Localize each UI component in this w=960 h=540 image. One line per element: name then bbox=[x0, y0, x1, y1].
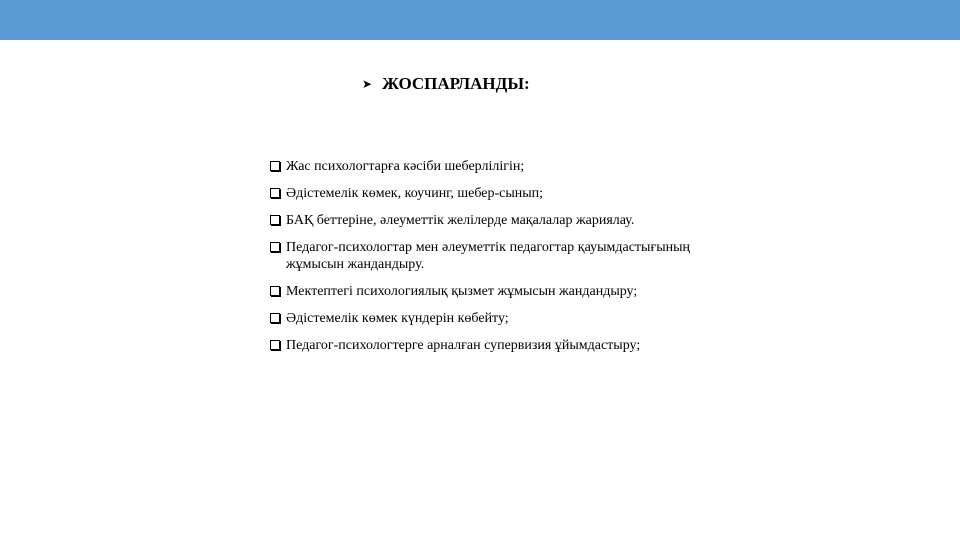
checkbox-bullet-icon bbox=[270, 340, 280, 350]
checkbox-bullet-icon bbox=[270, 188, 280, 198]
list-item-text: Мектептегі психологиялық қызмет жұмысын жандандыру; bbox=[286, 284, 638, 299]
slide-heading bbox=[362, 74, 530, 94]
arrow-bullet-icon: ➤ bbox=[362, 76, 373, 91]
list-item-text: Әдістемелік көмек, коучинг, шебер-сынып; bbox=[286, 186, 544, 201]
header-bar bbox=[0, 0, 960, 40]
checkbox-bullet-icon bbox=[270, 215, 280, 225]
checkbox-bullet-icon bbox=[270, 242, 280, 252]
list-item-text: БАҚ беттеріне, әлеуметтік желілерде мақалалар жариялау. bbox=[286, 213, 635, 228]
checkbox-bullet-icon bbox=[270, 161, 280, 171]
heading-text: ЖОСПАРЛАНДЫ: bbox=[382, 74, 530, 93]
list-item-text: Әдістемелік көмек күндерін көбейту; bbox=[286, 311, 509, 326]
list-item bbox=[270, 239, 690, 273]
plan-list bbox=[270, 158, 690, 364]
list-item-text: Жас психологтарға кәсіби шеберлілігін; bbox=[286, 159, 525, 174]
checkbox-bullet-icon bbox=[270, 286, 280, 296]
list-item bbox=[270, 185, 690, 202]
list-item bbox=[270, 212, 690, 229]
checkbox-bullet-icon bbox=[270, 313, 280, 323]
list-item bbox=[270, 283, 690, 300]
list-item bbox=[270, 310, 690, 327]
list-item-text: Педагог-психологтар мен әлеуметтік педагогтар қауымдастығының жұмысын жандандыру. bbox=[286, 240, 690, 272]
list-item bbox=[270, 337, 690, 354]
list-item bbox=[270, 158, 690, 175]
list-item-text: Педагог-психологтерге арналған супервизия ұйымдастыру; bbox=[286, 338, 641, 353]
